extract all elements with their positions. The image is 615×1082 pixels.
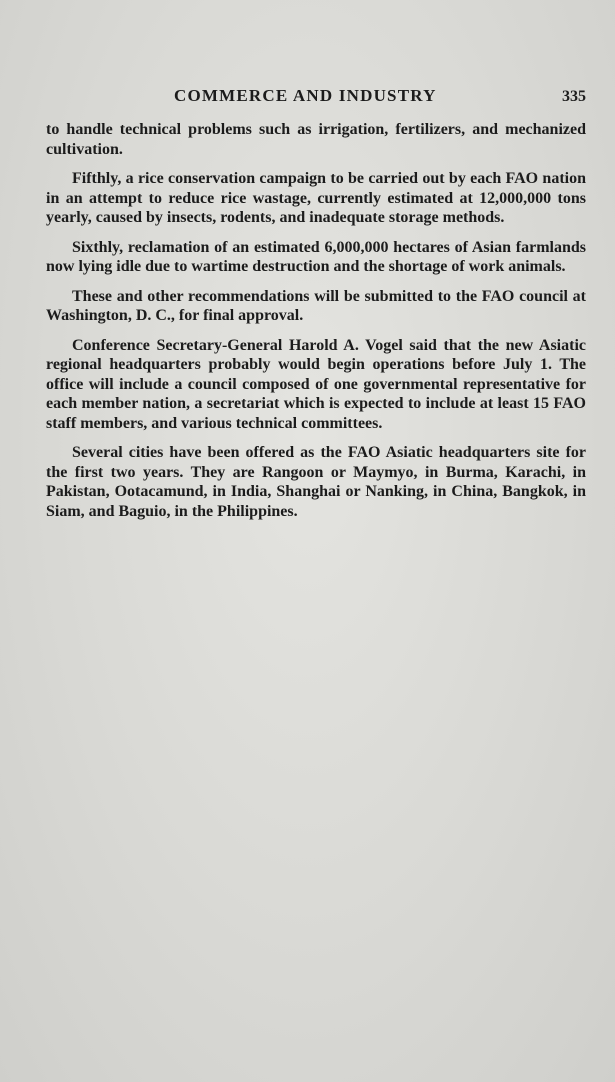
paragraph-fifthly: Fifthly, a rice conservation campaign to be carried out by each FAO nation in an attempt to reduce rice wastage, currently estimated at 12,000,000 tons yearly, caused by insects, rodents, and inadequate storage methods. (46, 170, 586, 226)
paragraph-sixthly: Sixthly, reclamation of an estimated 6,000,000 hectares of Asian farmlands now lying idle due to wartime destruction and the shortage of work animals. (46, 238, 586, 275)
paragraph-vogel: Conference Secretary-General Harold A. Vogel said that the new Asiatic regional headquarters probably would begin operations before July 1. The office will include a council composed of one governmental representative for each member nation, a secretariat which is expected to include at least 15 FAO staff members, and various technical committees. (46, 336, 586, 432)
paragraph-continuation: to handle technical problems such as irrigation, fertilizers, and mechanized cultivation. (46, 121, 586, 158)
running-head (46, 86, 586, 114)
body-text (46, 120, 586, 521)
page-number: 335 (562, 88, 586, 105)
paragraph-cities: Several cities have been offered as the FAO Asiatic headquarters site for the first two years. They are Rangoon or Maymyo, in Burma, Karachi, in Pakistan, Ootacamund, in India, Shanghai or Nanking, in China, Bangkok, in Siam, and Baguio, in the Philippines. (46, 444, 586, 520)
running-title: COMMERCE AND INDUSTRY (174, 86, 437, 105)
paragraph-recommendations: These and other recommendations will be submitted to the FAO council at Washington, D. C., for final approval. (46, 287, 586, 324)
book-page (46, 86, 586, 531)
